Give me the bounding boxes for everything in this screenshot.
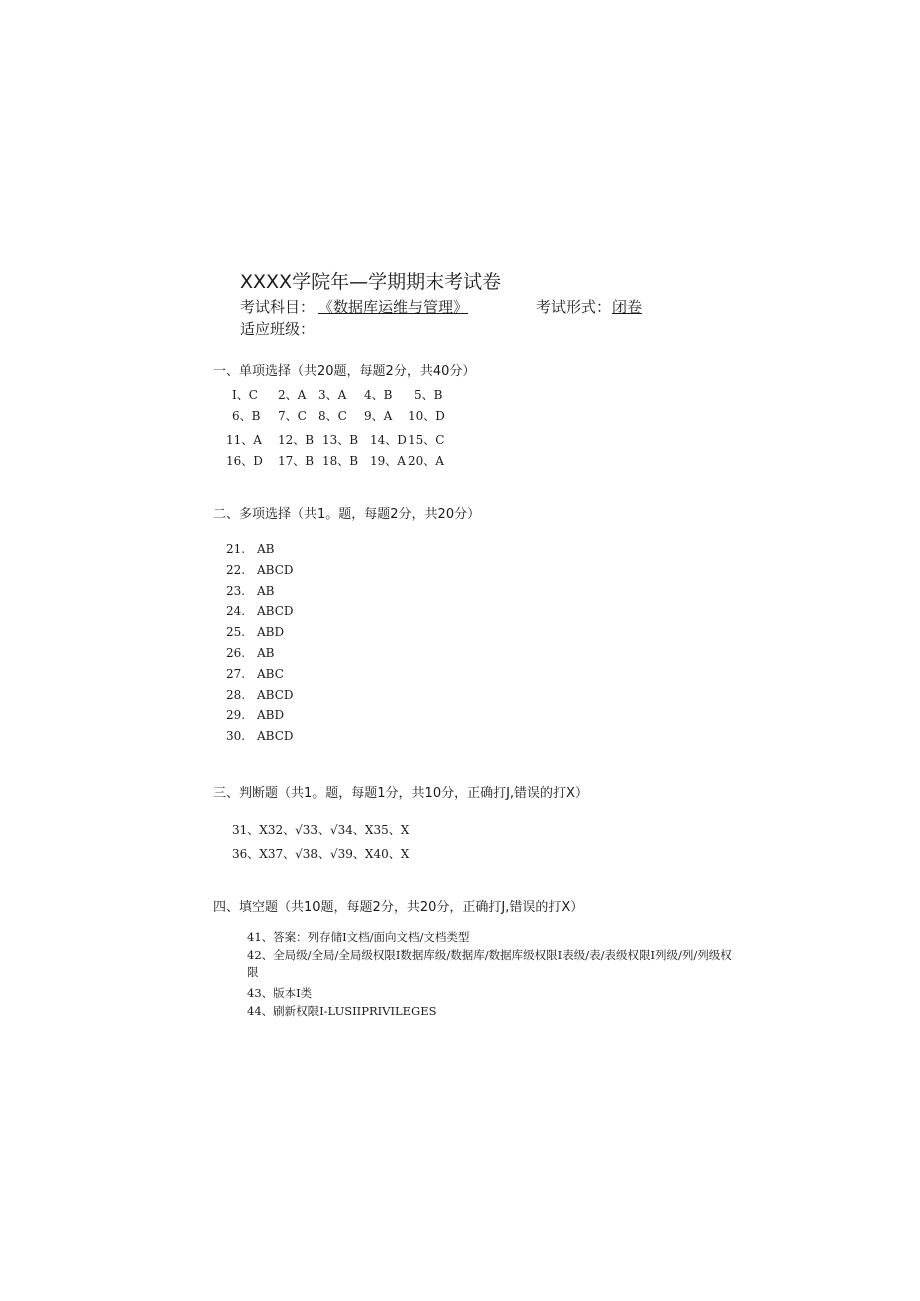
subject-value: 《数据库运维与管理》 <box>318 298 469 316</box>
single-choice-answer: 8、C <box>318 409 347 423</box>
fill-answer-41: 41、答案：列存储I文档/面向文档/文档类型 <box>247 930 470 944</box>
single-choice-answer: 19、A <box>370 454 406 468</box>
multi-choice-number: 29. <box>226 708 246 722</box>
single-choice-answer: 15、C <box>408 433 445 447</box>
single-choice-answer: 12、B <box>278 433 315 447</box>
form-label: 考试形式： <box>536 298 612 316</box>
single-choice-answer: 14、D <box>370 433 407 447</box>
multi-choice-answer: ABD <box>257 708 285 722</box>
multi-choice-answer: ABC <box>257 667 284 681</box>
multi-choice-answer: AB <box>257 542 275 556</box>
single-choice-answer: 5、B <box>414 388 443 402</box>
multi-choice-answer: ABCD <box>257 604 294 618</box>
single-choice-answer: 16、D <box>226 454 263 468</box>
single-choice-answer: 17、B <box>278 454 315 468</box>
exam-title: XXXX学院年—学期期末考试卷 <box>240 271 502 293</box>
section3-line: 31、X32、√33、√34、X35、X <box>232 823 410 837</box>
single-choice-answer: 6、B <box>232 409 261 423</box>
multi-choice-number: 22. <box>226 563 246 577</box>
multi-choice-number: 21. <box>226 542 246 556</box>
multi-choice-number: 30. <box>226 729 246 743</box>
multi-choice-number: 27. <box>226 667 246 681</box>
multi-choice-answer: AB <box>257 584 275 598</box>
multi-choice-number: 28. <box>226 688 246 702</box>
section4-heading: 四、填空题（共10题，每题2分，共20分，正确打J,错误的打X） <box>213 900 584 915</box>
subject-label: 考试科目： <box>240 298 316 316</box>
multi-choice-number: 23. <box>226 584 246 598</box>
multi-choice-answer: ABD <box>257 625 285 639</box>
section3-line: 36、X37、√38、√39、X40、X <box>232 847 410 861</box>
fill-answer-42: 42、全局级/全局/全局级权限I数据库级/数据库/数据库级权限I表级/表/表级权限I列级/列/列级权 <box>247 948 732 962</box>
single-choice-answer: 4、B <box>364 388 393 402</box>
single-choice-answer: 3、A <box>318 388 347 402</box>
multi-choice-answer: ABCD <box>257 688 294 702</box>
single-choice-answer: 11、A <box>226 433 262 447</box>
multi-choice-answer: AB <box>257 646 275 660</box>
multi-choice-number: 25. <box>226 625 246 639</box>
fill-answer-44: 44、刷新权限I-LUSIIPRIVILEGES <box>247 1004 437 1018</box>
multi-choice-answer: ABCD <box>257 563 294 577</box>
form-value: 闭卷 <box>612 298 643 316</box>
class-label: 适应班级： <box>240 320 316 338</box>
single-choice-answer: 2、A <box>278 388 307 402</box>
fill-answer-43: 43、版本I类 <box>247 986 313 1000</box>
single-choice-answer: 7、C <box>278 409 307 423</box>
section1-heading: 一、单项选择（共20题，每题2分，共40分） <box>213 364 476 379</box>
single-choice-answer: 18、B <box>322 454 359 468</box>
multi-choice-answer: ABCD <box>257 729 294 743</box>
multi-choice-number: 26. <box>226 646 246 660</box>
single-choice-answer: 13、B <box>322 433 359 447</box>
multi-choice-number: 24. <box>226 604 246 618</box>
fill-answer-42-cont: 限 <box>247 965 259 979</box>
single-choice-answer: 20、A <box>408 454 444 468</box>
single-choice-answer: 10、D <box>408 409 445 423</box>
section2-heading: 二、多项选择（共1。题，每题2分，共20分） <box>213 507 481 522</box>
single-choice-answer: 9、A <box>364 409 393 423</box>
single-choice-answer: I、C <box>232 388 258 402</box>
section3-heading: 三、判断题（共1。题，每题1分，共10分，正确打J,错误的打X） <box>213 786 588 801</box>
